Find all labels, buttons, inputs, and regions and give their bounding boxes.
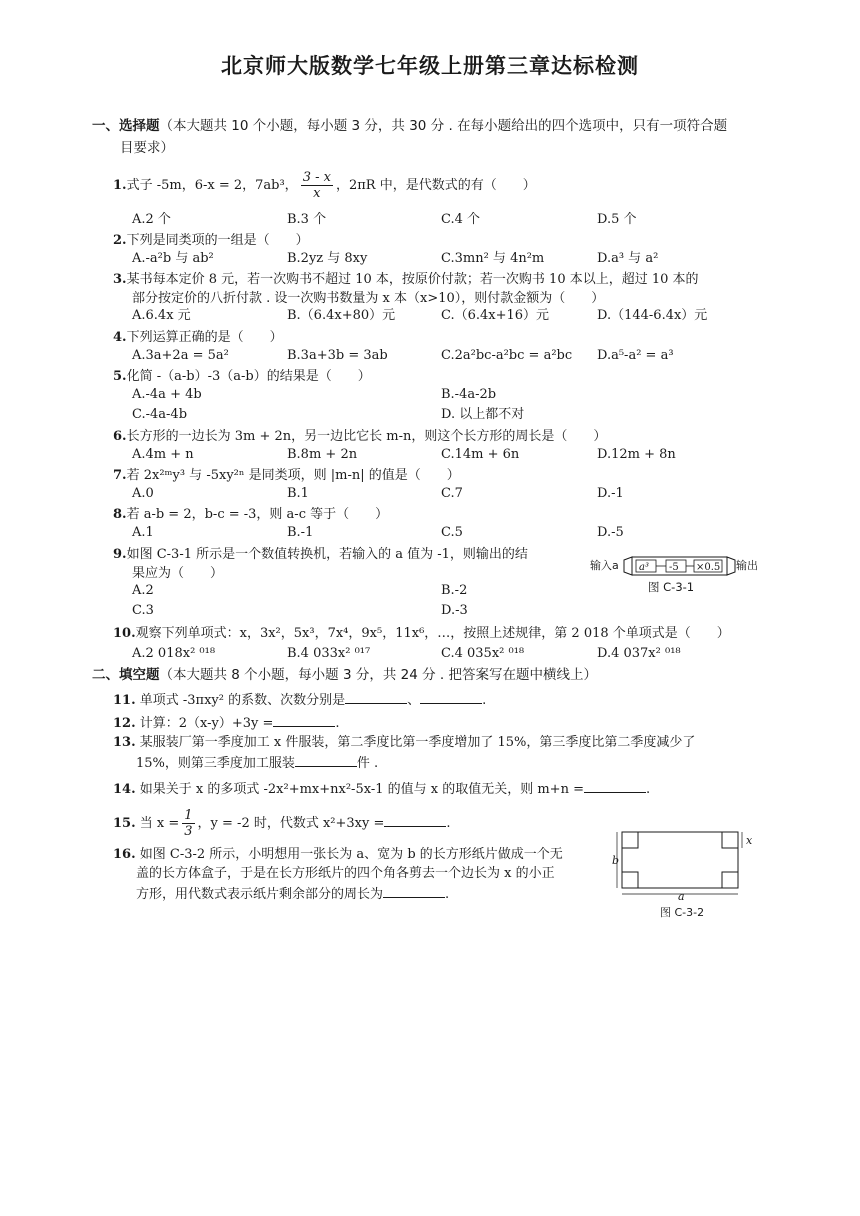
q1-option-b: B.3 个 — [287, 212, 327, 227]
section-1-desc-2: 目要求） — [120, 140, 174, 156]
section-1-desc: （本大题共 10 个小题，每小题 3 分，共 30 分 . 在每小题给出的四个选项中，只有一项符合题 — [159, 118, 728, 134]
question-5 — [113, 367, 773, 386]
section-2-label: 二、填空题 — [92, 667, 160, 683]
q5-option-d: D. 以上都不对 — [441, 407, 525, 422]
q3-number: 3. — [113, 272, 127, 287]
q4-option-d: D.a⁵-a² = a³ — [597, 348, 674, 363]
q7-option-b: B.1 — [287, 486, 309, 501]
q15-end: . — [446, 816, 451, 831]
q6-number: 6. — [113, 429, 127, 444]
question-2 — [113, 231, 773, 250]
fig1-output-label: 输出 — [736, 559, 758, 572]
q10-option-c: C.4 035x² ⁰¹⁸ — [441, 646, 525, 661]
question-10 — [113, 624, 773, 643]
q6-option-b: B.8m + 2n — [287, 447, 358, 462]
q8-text: 若 a-b = 2，b-c = -3，则 a-c 等于（ ） — [126, 507, 389, 522]
fig2-caption: 图 C-3-2 — [660, 906, 705, 919]
q11-blank-1[interactable] — [345, 689, 407, 704]
fig1-box-2: -5 — [669, 562, 679, 573]
figure-c-3-2 — [612, 828, 762, 920]
question-7 — [113, 466, 773, 485]
q11-separator: 、 — [407, 693, 421, 708]
q8-number: 8. — [113, 507, 127, 522]
q1-text-b: ，2πR 中，是代数式的有（ ） — [335, 178, 536, 193]
q5-option-a: A.-4a + 4b — [132, 387, 202, 402]
q1-fraction — [301, 170, 333, 201]
q15-blank[interactable] — [384, 812, 446, 827]
q8-option-a: A.1 — [132, 525, 154, 540]
q4-option-a: A.3a+2a = 5a² — [132, 348, 229, 363]
question-13 — [113, 733, 773, 773]
q6-text: 长方形的一边长为 3m + 2n，另一边比它长 m-n，则这个长方形的周长是（ ） — [126, 429, 607, 444]
question-1 — [113, 170, 773, 201]
q3-option-d: D.（144-6.4x）元 — [597, 308, 708, 323]
section-2-desc: （本大题共 8 个小题，每小题 3 分，共 24 分 . 把答案写在题中横线上） — [159, 667, 597, 683]
q16-number: 16. — [113, 847, 136, 862]
q4-number: 4. — [113, 330, 127, 345]
q7-option-c: C.7 — [441, 486, 463, 501]
q2-option-d: D.a³ 与 a² — [597, 251, 659, 266]
q1-option-a: A.2 个 — [132, 212, 171, 227]
q3-option-a: A.6.4x 元 — [132, 308, 191, 323]
q2-option-b: B.2yz 与 8xy — [287, 251, 368, 266]
question-8 — [113, 505, 773, 524]
q12-end: . — [335, 716, 340, 731]
q10-text: 观察下列单项式：x，3x²，5x³，7x⁴，9x⁵，11x⁶，…，按照上述规律，第 2 018 个单项式是（ ） — [135, 626, 730, 641]
q16-blank[interactable] — [383, 883, 445, 898]
q7-option-a: A.0 — [132, 486, 154, 501]
q12-text: 计算：2（x-y）+3y = — [139, 716, 274, 731]
number-machine-diagram — [590, 556, 760, 596]
q9-option-b: B.-2 — [441, 583, 468, 598]
q1-frac-den: x — [313, 186, 321, 201]
q6-option-c: C.14m + 6n — [441, 447, 520, 462]
q4-option-c: C.2a²bc-a²bc = a²bc — [441, 348, 573, 363]
figure-c-3-1 — [590, 556, 760, 596]
q10-option-b: B.4 033x² ⁰¹⁷ — [287, 646, 371, 661]
q13-number: 13. — [113, 735, 136, 750]
q15-text-b: ，y = -2 时，代数式 x²+3xy = — [197, 816, 385, 831]
q14-blank[interactable] — [584, 778, 646, 793]
section-1-header — [92, 115, 772, 159]
section-2-header — [92, 664, 772, 686]
q5-option-c: C.-4a-4b — [132, 407, 188, 422]
q3-option-c: C.（6.4x+16）元 — [441, 308, 550, 323]
q3-text-2: 部分按定价的八折付款 . 设一次购书数量为 x 本（x>10），则付款金额为（ ） — [132, 291, 605, 306]
q4-text: 下列运算正确的是（ ） — [126, 330, 283, 345]
q10-option-d: D.4 037x² ⁰¹⁸ — [597, 646, 681, 661]
q2-number: 2. — [113, 233, 127, 248]
q16-end: . — [445, 887, 450, 902]
q2-option-a: A.-a²b 与 ab² — [132, 251, 214, 266]
q15-frac-den: 3 — [184, 824, 193, 839]
q15-frac-num: 1 — [184, 808, 193, 823]
q14-number: 14. — [113, 782, 136, 797]
fig2-label-b: b — [612, 854, 620, 867]
question-11 — [113, 689, 773, 710]
q13-text-2: 15%，则第三季度加工服装 — [136, 756, 295, 771]
q2-option-c: C.3mn² 与 4n²m — [441, 251, 545, 266]
q10-number: 10. — [113, 626, 136, 641]
rectangle-paper-diagram — [612, 828, 762, 920]
q15-fraction — [182, 808, 194, 839]
fig1-input-label: 输入a — [590, 559, 619, 572]
page-title: 北京师大版数学七年级上册第三章达标检测 — [221, 54, 639, 78]
q1-option-c: C.4 个 — [441, 212, 481, 227]
question-12 — [113, 712, 773, 733]
q13-blank[interactable] — [295, 752, 357, 767]
q12-number: 12. — [113, 716, 136, 731]
q9-number: 9. — [113, 547, 127, 562]
q9-option-c: C.3 — [132, 603, 154, 618]
q9-option-a: A.2 — [132, 583, 154, 598]
q12-blank[interactable] — [273, 712, 335, 727]
q1-text-a: 式子 -5m，6-x = 2，7ab³， — [126, 178, 298, 193]
q4-option-b: B.3a+3b = 3ab — [287, 348, 388, 363]
section-1-label: 一、选择题 — [92, 118, 160, 134]
question-3 — [113, 270, 773, 308]
q7-number: 7. — [113, 468, 127, 483]
q5-number: 5. — [113, 369, 127, 384]
q6-option-d: D.12m + 8n — [597, 447, 676, 462]
q3-text: 某书每本定价 8 元，若一次购书不超过 10 本，按原价付款；若一次购书 10 本以上，超过 10 本的 — [126, 272, 699, 287]
q11-blank-2[interactable] — [420, 689, 482, 704]
q16-text-3: 方形，用代数式表示纸片剩余部分的周长为 — [136, 887, 384, 902]
q13-text: 某服装厂第一季度加工 x 件服装，第二季度比第一季度增加了 15%，第三季度比第二季度减少了 — [139, 735, 696, 750]
q8-option-d: D.-5 — [597, 525, 624, 540]
q9-text-2: 果应为（ ） — [132, 566, 224, 581]
q7-text: 若 2x²ᵐy³ 与 -5xy²ⁿ 是同类项，则 |m-n| 的值是（ ） — [126, 468, 460, 483]
question-6 — [113, 427, 773, 446]
q3-option-b: B.（6.4x+80）元 — [287, 308, 396, 323]
fig2-label-x: x — [746, 834, 753, 847]
q9-text: 如图 C-3-1 所示是一个数值转换机，若输入的 a 值为 -1，则输出的结 — [126, 547, 528, 562]
fig1-caption: 图 C-3-1 — [648, 580, 695, 594]
fig1-box-1: a³ — [639, 562, 649, 573]
q14-text: 如果关于 x 的多项式 -2x²+mx+nx²-5x-1 的值与 x 的取值无关，则 m+n = — [139, 782, 584, 797]
q16-text: 如图 C-3-2 所示，小明想用一张长为 a、宽为 b 的长方形纸片做成一个无 — [139, 847, 563, 862]
q1-number: 1. — [113, 178, 127, 193]
q1-frac-num: 3 - x — [302, 170, 331, 185]
q15-text-a: 当 x = — [139, 816, 180, 831]
q16-text-2: 盖的长方体盒子，于是在长方形纸片的四个角各剪去一个边长为 x 的小正 — [136, 866, 555, 881]
q1-option-d: D.5 个 — [597, 212, 637, 227]
q8-option-c: C.5 — [441, 525, 463, 540]
q13-end: 件 . — [356, 756, 379, 771]
q2-text: 下列是同类项的一组是（ ） — [126, 233, 309, 248]
q10-option-a: A.2 018x² ⁰¹⁸ — [132, 646, 216, 661]
fig2-label-a: a — [678, 890, 685, 903]
q11-text: 单项式 -3πxy² 的系数、次数分别是 — [139, 693, 346, 708]
q6-option-a: A.4m + n — [132, 447, 194, 462]
fig1-box-3: ×0.5 — [696, 562, 721, 573]
q15-number: 15. — [113, 816, 136, 831]
q9-option-d: D.-3 — [441, 603, 468, 618]
q8-option-b: B.-1 — [287, 525, 314, 540]
q5-text: 化简 -（a-b）-3（a-b）的结果是（ ） — [126, 369, 371, 384]
q7-option-d: D.-1 — [597, 486, 624, 501]
q5-option-b: B.-4a-2b — [441, 387, 497, 402]
question-14 — [113, 778, 773, 799]
q14-end: . — [645, 782, 651, 797]
q11-end: . — [482, 693, 487, 708]
q11-number: 11. — [113, 693, 136, 708]
question-4 — [113, 328, 773, 347]
